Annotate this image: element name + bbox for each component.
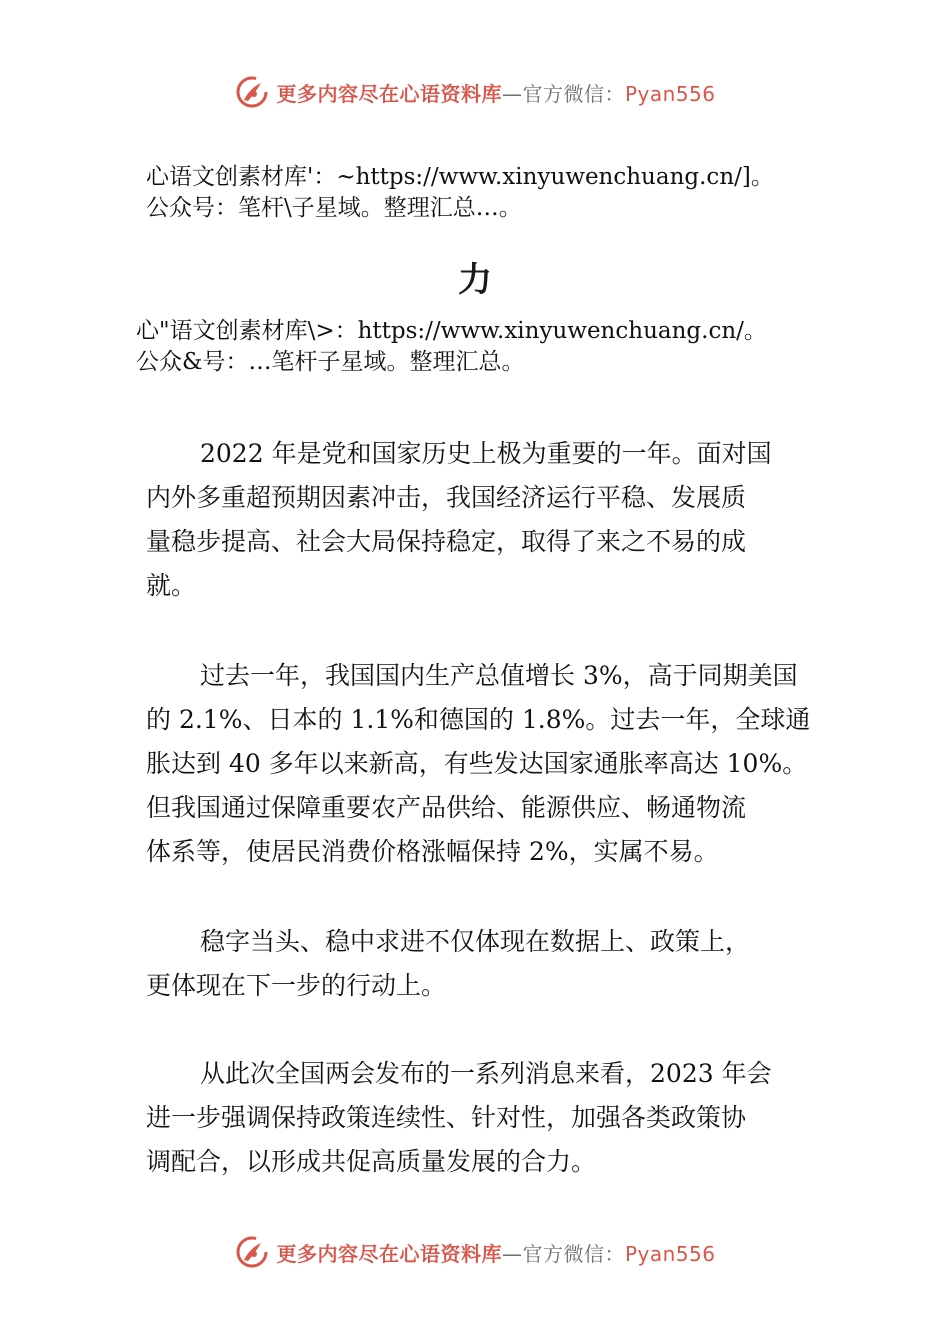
paragraph-line: 从此次全国两会发布的一系列消息来看，2023 年会 [200, 1059, 772, 1088]
source-line-1: 心语文创素材库'：~https://www.xinyuwenchuang.cn/]。 [146, 164, 774, 190]
source-line-4: 公众&号：…笔杆子星域。整理汇总。 [136, 349, 525, 375]
paragraph-4 [146, 1052, 836, 1184]
banner-promo-text: 更多内容尽在心语资料库 [276, 1241, 502, 1266]
paragraph-2 [146, 654, 836, 874]
page-title: 力 [458, 260, 492, 300]
paragraph-line: 更体现在下一步的行动上。 [146, 971, 447, 1000]
paragraph-line: 进一步强调保持政策连续性、针对性，加强各类政策协 [146, 1103, 747, 1132]
paragraph-line: 体系等，使居民消费价格涨幅保持 2%，实属不易。 [146, 837, 719, 866]
paragraph-3 [146, 920, 836, 1008]
paragraph-line: 稳字当头、稳中求进不仅体现在数据上、政策上， [200, 927, 751, 956]
paragraph-line: 量稳步提高、社会大局保持稳定，取得了来之不易的成 [146, 527, 747, 556]
brush-seal-icon [234, 74, 270, 110]
paragraph-line: 2022 年是党和国家历史上极为重要的一年。面对国 [200, 439, 772, 468]
paragraph-line: 胀达到 40 多年以来新高，有些发达国家通胀率高达 10%。 [146, 749, 808, 778]
banner-promo-text: 更多内容尽在心语资料库 [276, 81, 502, 106]
paragraph-line: 调配合，以形成共促高质量发展的合力。 [146, 1147, 597, 1176]
paragraph-line: 过去一年，我国国内生产总值增长 3%，高于同期美国 [200, 661, 798, 690]
paragraph-1 [146, 432, 836, 608]
banner-wechat-id: Pyan556 [624, 1241, 716, 1266]
header-banner [0, 70, 950, 114]
footer-banner [0, 1230, 950, 1274]
banner-text [276, 1238, 715, 1267]
source-line-2: 公众号：笔杆\子星域。整理汇总…。 [146, 195, 522, 221]
source-line-3: 心"语文创素材库\>：https://www.xinyuwenchuang.cn/。 [136, 318, 767, 344]
brush-seal-icon [234, 1234, 270, 1270]
paragraph-line: 就。 [146, 571, 197, 600]
paragraph-line: 内外多重超预期因素冲击，我国经济运行平稳、发展质 [146, 483, 747, 512]
banner-dash-text: —官方微信： [501, 81, 625, 106]
banner-text [276, 78, 715, 107]
paragraph-line: 的 2.1%、日本的 1.1%和德国的 1.8%。过去一年，全球通 [146, 705, 811, 734]
banner-wechat-id: Pyan556 [624, 81, 716, 106]
paragraph-line: 但我国通过保障重要农产品供给、能源供应、畅通物流 [146, 793, 747, 822]
banner-dash-text: —官方微信： [501, 1241, 625, 1266]
